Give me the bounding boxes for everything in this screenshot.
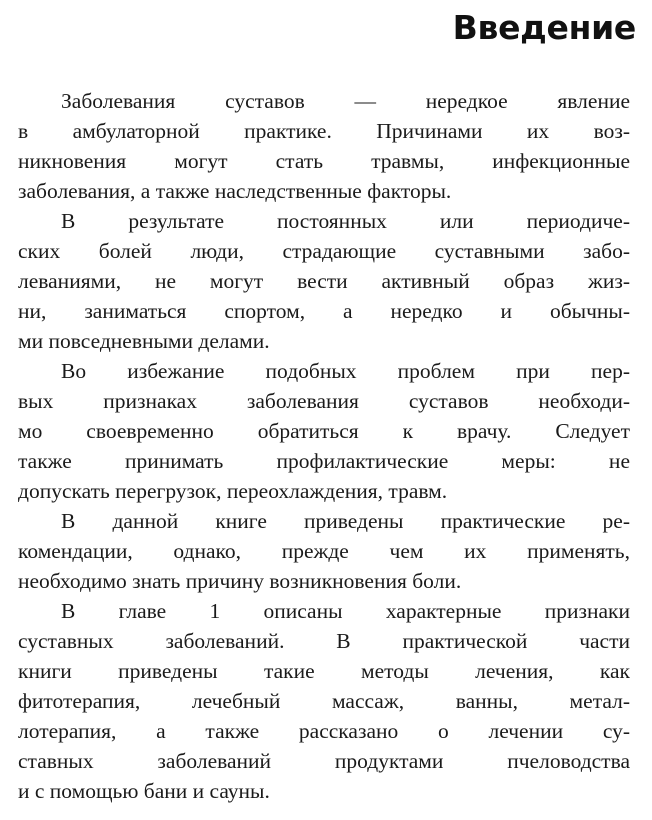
text-line: ставных заболеваний продуктами пчеловодства (18, 749, 630, 773)
text-line: никновения могут стать травмы, инфекционные (18, 149, 630, 173)
text-line: суставных заболеваний. В практической части (18, 629, 630, 653)
text-line: Во избежание подобных проблем при пер- (61, 359, 630, 383)
text-line: в амбулаторной практике. Причинами их воз- (18, 119, 630, 143)
text-line: вых признаках заболевания суставов необходи- (18, 389, 630, 413)
text-line: лотерапия, а также рассказано о лечении су- (18, 719, 630, 743)
text-line: В результате постоянных или периодиче- (61, 209, 630, 233)
text-line: Заболевания суставов — нередкое явление (61, 89, 630, 113)
text-line: комендации, однако, прежде чем их применять, (18, 539, 630, 563)
text-line: необходимо знать причину возникновения боли. (18, 569, 462, 593)
text-line: книги приведены такие методы лечения, как (18, 659, 630, 683)
text-line: ми повседневными делами. (18, 329, 270, 353)
page-title: Введение (452, 8, 636, 47)
text-line: допускать перегрузок, переохлаждения, травм. (18, 479, 448, 503)
text-line: фитотерапия, лечебный массаж, ванны, метал- (18, 689, 630, 713)
text-line: В главе 1 описаны характерные признаки (61, 599, 630, 623)
text-line: заболевания, а также наследственные факторы. (18, 179, 452, 203)
text-line: леваниями, не могут вести активный образ жиз- (18, 269, 630, 293)
text-line: также принимать профилактические меры: не (18, 449, 630, 473)
text-line: и с помощью бани и сауны. (18, 779, 270, 803)
text-line: ских болей люди, страдающие суставными забо- (18, 239, 630, 263)
text-line: В данной книге приведены практические ре- (61, 509, 630, 533)
text-line: мо своевременно обратиться к врачу. Следует (18, 419, 630, 443)
text-line: ни, заниматься спортом, а нередко и обычны- (18, 299, 630, 323)
